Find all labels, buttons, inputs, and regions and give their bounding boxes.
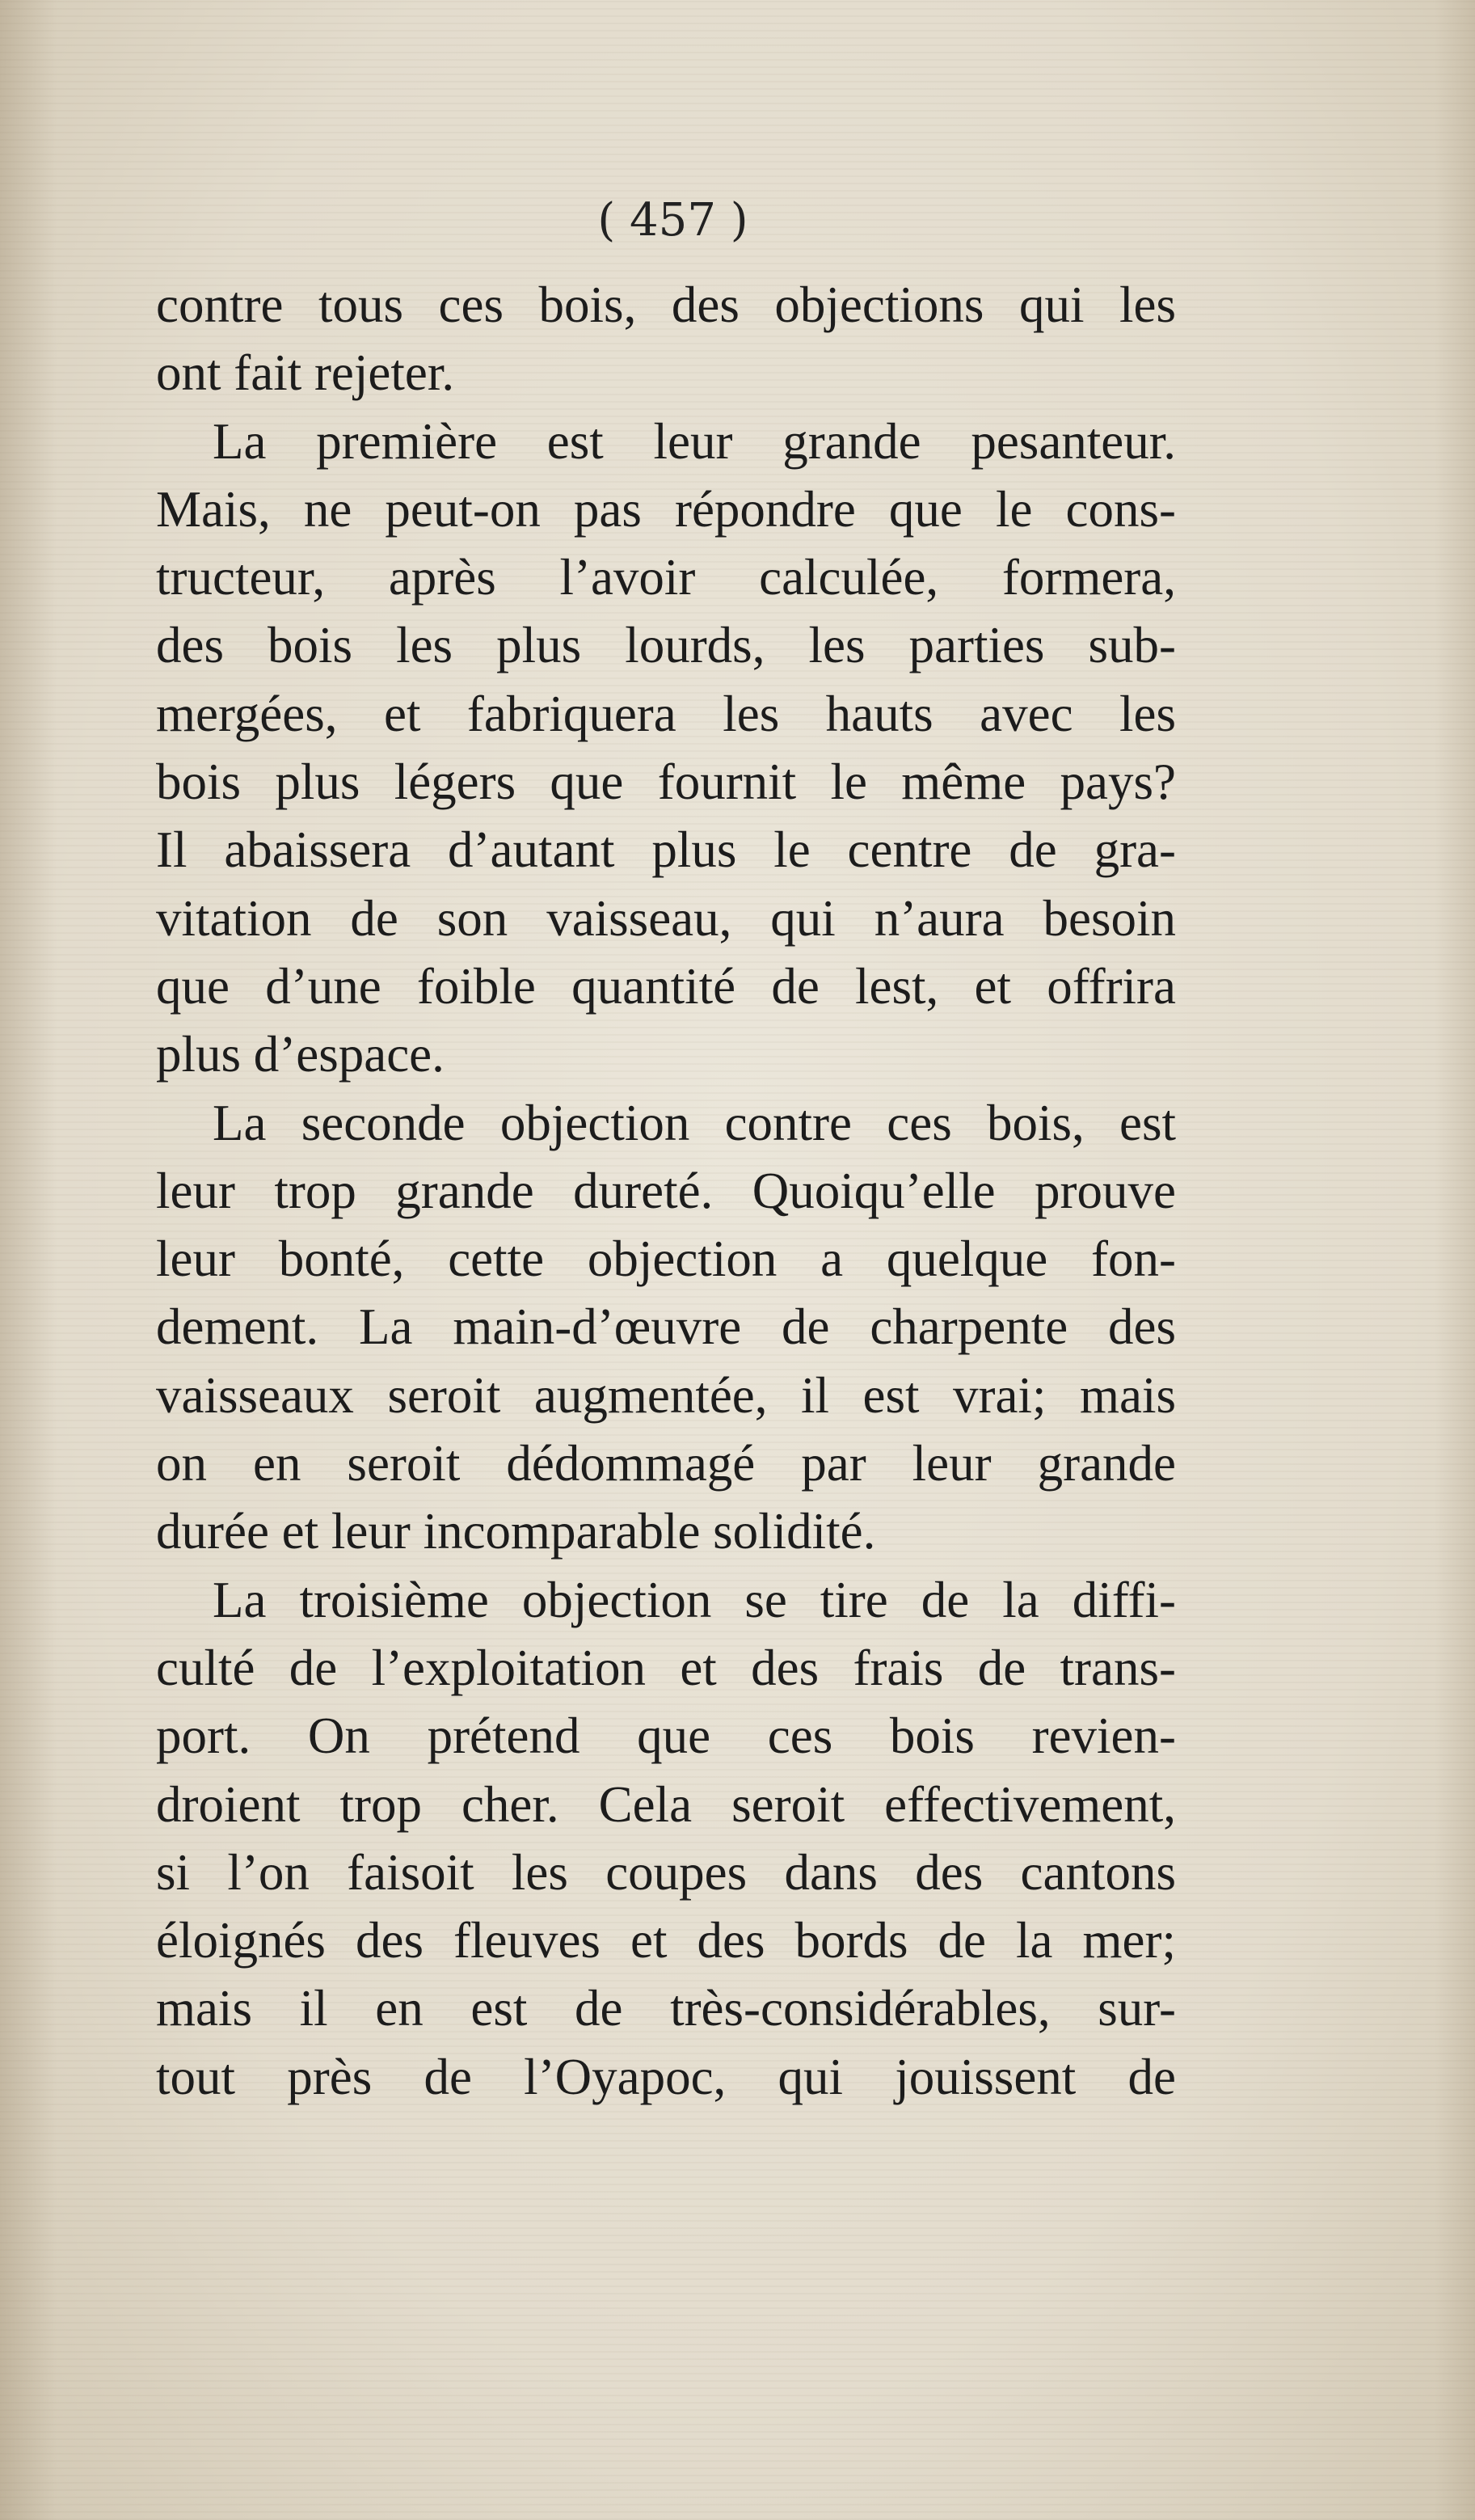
text-line: plus d’espace. xyxy=(156,1026,445,1083)
text-line: La seconde objection contre ces bois, est xyxy=(213,1094,1176,1151)
text-line: durée et leur incomparable solidité. xyxy=(156,1503,876,1560)
page-shadow-left xyxy=(0,0,57,2520)
text-line: tout près de l’Oyapoc, qui jouissent de xyxy=(156,2048,1176,2105)
text-line: mais il en est de très-considérables, sur- xyxy=(156,1980,1176,2037)
text-line: port. On prétend que ces bois revien- xyxy=(156,1707,1176,1765)
text-line: droient trop cher. Cela seroit effectivement, xyxy=(156,1775,1176,1833)
text-line: ont fait rejeter. xyxy=(156,344,455,402)
text-line: si l’on faisoit les coupes dans des cantons xyxy=(156,1843,1176,1901)
text-line: contre tous ces bois, des objections qui les xyxy=(156,276,1176,333)
text-line: leur trop grande dureté. Quoiqu’elle prouve xyxy=(156,1162,1176,1219)
text-line: La troisième objection se tire de la diffi- xyxy=(213,1571,1176,1628)
text-line: des bois les plus lourds, les parties sub- xyxy=(156,617,1176,674)
page-number: ( 457 ) xyxy=(597,194,748,247)
text-line: mergées, et fabriquera les hauts avec les xyxy=(156,685,1176,742)
text-line: tructeur, après l’avoir calculée, formera, xyxy=(156,549,1176,606)
text-line: culté de l’exploitation et des frais de trans- xyxy=(156,1639,1176,1696)
text-line: Il abaissera d’autant plus le centre de gra- xyxy=(156,821,1176,879)
text-line: dement. La main-d’œuvre de charpente des xyxy=(156,1298,1176,1356)
page-shadow-right xyxy=(1435,0,1475,2520)
text-line: bois plus légers que fournit le même pays? xyxy=(156,753,1176,811)
text-line: La première est leur grande pesanteur. xyxy=(213,412,1176,470)
text-line: on en seroit dédommagé par leur grande xyxy=(156,1435,1176,1492)
text-line: vitation de son vaisseau, qui n’aura besoin xyxy=(156,889,1176,947)
body-text xyxy=(156,271,1176,2111)
text-line: vaisseaux seroit augmentée, il est vrai; mais xyxy=(156,1366,1176,1424)
text-line: éloignés des fleuves et des bords de la mer; xyxy=(156,1912,1176,1969)
text-line: que d’une foible quantité de lest, et offrira xyxy=(156,957,1176,1015)
text-line: leur bonté, cette objection a quelque fon- xyxy=(156,1230,1176,1288)
text-line: Mais, ne peut-on pas répondre que le cons- xyxy=(156,480,1176,538)
